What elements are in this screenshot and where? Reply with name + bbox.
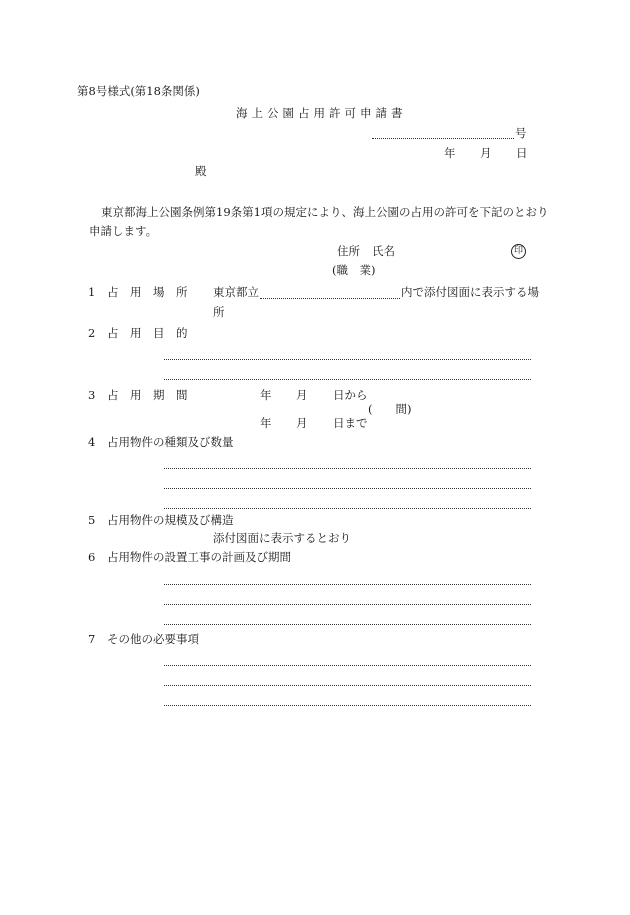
period-from-day: 日から	[333, 388, 368, 402]
date-year: 年	[444, 146, 456, 160]
addressee-suffix: 殿	[195, 164, 207, 178]
address-label: 住所	[337, 244, 360, 258]
purpose-line-2[interactable]	[164, 379, 531, 380]
item5-number: 5	[88, 513, 96, 527]
item7-number: 7	[88, 632, 96, 646]
form-number: 第8号様式(第18条関係)	[77, 84, 200, 98]
item6-label: 占用物件の設置工事の計画及び期間	[107, 550, 291, 564]
construction-line-1[interactable]	[164, 584, 531, 585]
seal-mark	[511, 244, 526, 259]
item7-label: その他の必要事項	[107, 632, 199, 646]
date-month: 月	[480, 146, 492, 160]
item3-number: 3	[88, 388, 96, 402]
type-quantity-line-3[interactable]	[164, 508, 531, 509]
item5-label: 占用物件の規模及び構造	[107, 513, 234, 527]
item1-prefix: 東京都立	[213, 285, 259, 299]
other-matters-line-2[interactable]	[164, 685, 531, 686]
purpose-line-1[interactable]	[164, 359, 531, 360]
other-matters-line-1[interactable]	[164, 665, 531, 666]
document-number-field[interactable]	[372, 138, 514, 139]
item3-label: 占 用 期 間	[107, 388, 188, 402]
occupation-label: (職 業)	[332, 263, 376, 277]
body-text-line1: 東京都海上公園条例第19条第1項の規定により、海上公園の占用の許可を下記のとおり	[101, 205, 549, 219]
item1-suffix: 内で添付図面に表示する場	[401, 285, 539, 299]
body-text-line2: 申請します。	[89, 224, 158, 238]
item2-label: 占 用 目 的	[107, 326, 188, 340]
item1-wrap: 所	[213, 305, 225, 319]
construction-line-2[interactable]	[164, 604, 531, 605]
period-from-month: 月	[296, 388, 308, 402]
item6-number: 6	[88, 550, 96, 564]
park-name-field[interactable]	[260, 298, 400, 299]
item4-number: 4	[88, 435, 96, 449]
period-to-day: 日まで	[333, 416, 368, 430]
item5-value: 添付図面に表示するとおり	[213, 531, 351, 545]
construction-line-3[interactable]	[164, 624, 531, 625]
type-quantity-line-2[interactable]	[164, 488, 531, 489]
item4-label: 占用物件の種類及び数量	[107, 435, 234, 449]
item2-number: 2	[88, 326, 96, 340]
item1-label: 占 用 場 所	[107, 285, 188, 299]
period-to-year: 年	[260, 416, 272, 430]
type-quantity-line-1[interactable]	[164, 468, 531, 469]
name-label: 氏名	[372, 244, 395, 258]
item1-number: 1	[88, 285, 96, 299]
period-duration: ( 間)	[368, 402, 412, 416]
date-day: 日	[516, 146, 528, 160]
period-from-year: 年	[260, 388, 272, 402]
other-matters-line-3[interactable]	[164, 705, 531, 706]
document-title: 海上公園占用許可申請書	[236, 106, 407, 120]
period-to-month: 月	[296, 416, 308, 430]
seal-icon: 印	[511, 244, 526, 259]
number-suffix: 号	[515, 126, 527, 140]
